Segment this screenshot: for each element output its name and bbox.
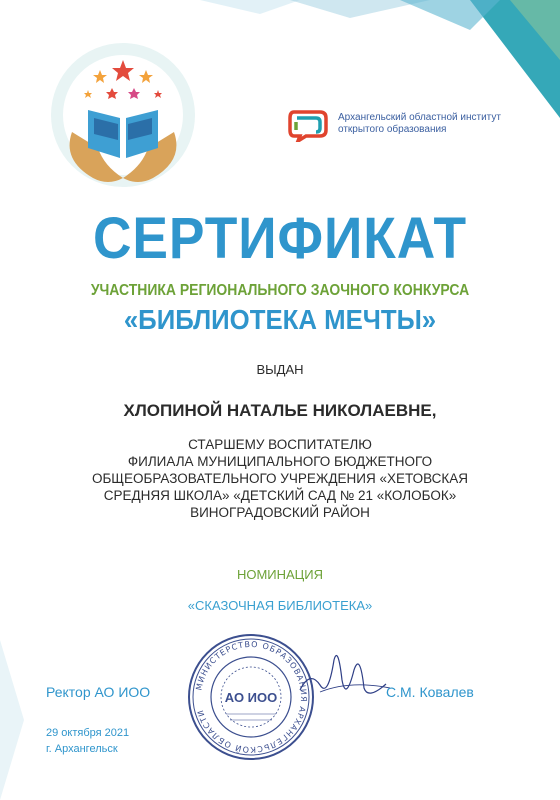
- institute-name-line2: открытого образования: [338, 124, 447, 135]
- rector-label: Ректор АО ИОО: [46, 684, 151, 700]
- stamp-ring-text: МИНИСТЕРСТВО ОБРАЗОВАНИЯ АРХАНГЕЛЬСКОЙ ОБЛАСТИ: [194, 639, 309, 755]
- signer-name: С.М. Ковалев: [386, 684, 474, 700]
- details-line-4: СРЕДНЯЯ ШКОЛА» «ДЕТСКИЙ САД № 21 «КОЛОБОК»: [103, 488, 457, 503]
- recipient-name: ХЛОПИНОЙ НАТАЛЬЕ НИКОЛАЕВНЕ,: [123, 401, 437, 420]
- issue-date-block: [46, 725, 129, 757]
- stamp-center-text: АО ИОО: [224, 690, 278, 705]
- institute-name-line1: Архангельский областной институт: [338, 112, 501, 123]
- left-corner-decoration: [0, 600, 40, 800]
- issued-label: ВЫДАН: [256, 362, 304, 377]
- nomination-value: «СКАЗОЧНАЯ БИБЛИОТЕКА»: [187, 598, 373, 613]
- book-hands-logo: [48, 40, 198, 190]
- issue-date: 29 октября 2021: [46, 727, 130, 739]
- institute-name: [338, 112, 501, 136]
- details-line-1: СТАРШЕМУ ВОСПИТАТЕЛЮ: [188, 437, 372, 452]
- issue-city: г. Архангельск: [46, 743, 118, 755]
- certificate-title: СЕРТИФИКАТ: [92, 206, 468, 271]
- contest-name: «БИБЛИОТЕКА МЕЧТЫ»: [123, 304, 437, 335]
- handwritten-signature: [290, 640, 400, 710]
- details-line-2: ФИЛИАЛА МУНИЦИПАЛЬНОГО БЮДЖЕТНОГО: [127, 454, 433, 469]
- institute-speech-bubble-icon: [288, 108, 330, 142]
- certificate-subtitle: УЧАСТНИКА РЕГИОНАЛЬНОГО ЗАОЧНОГО КОНКУРСА: [90, 282, 470, 299]
- recipient-details: [0, 436, 560, 521]
- nomination-label: НОМИНАЦИЯ: [236, 567, 324, 582]
- details-line-5: ВИНОГРАДОВСКИЙ РАЙОН: [190, 505, 370, 520]
- details-line-3: ОБЩЕОБРАЗОВАТЕЛЬНОГО УЧРЕЖДЕНИЯ «ХЕТОВСКАЯ: [91, 471, 469, 486]
